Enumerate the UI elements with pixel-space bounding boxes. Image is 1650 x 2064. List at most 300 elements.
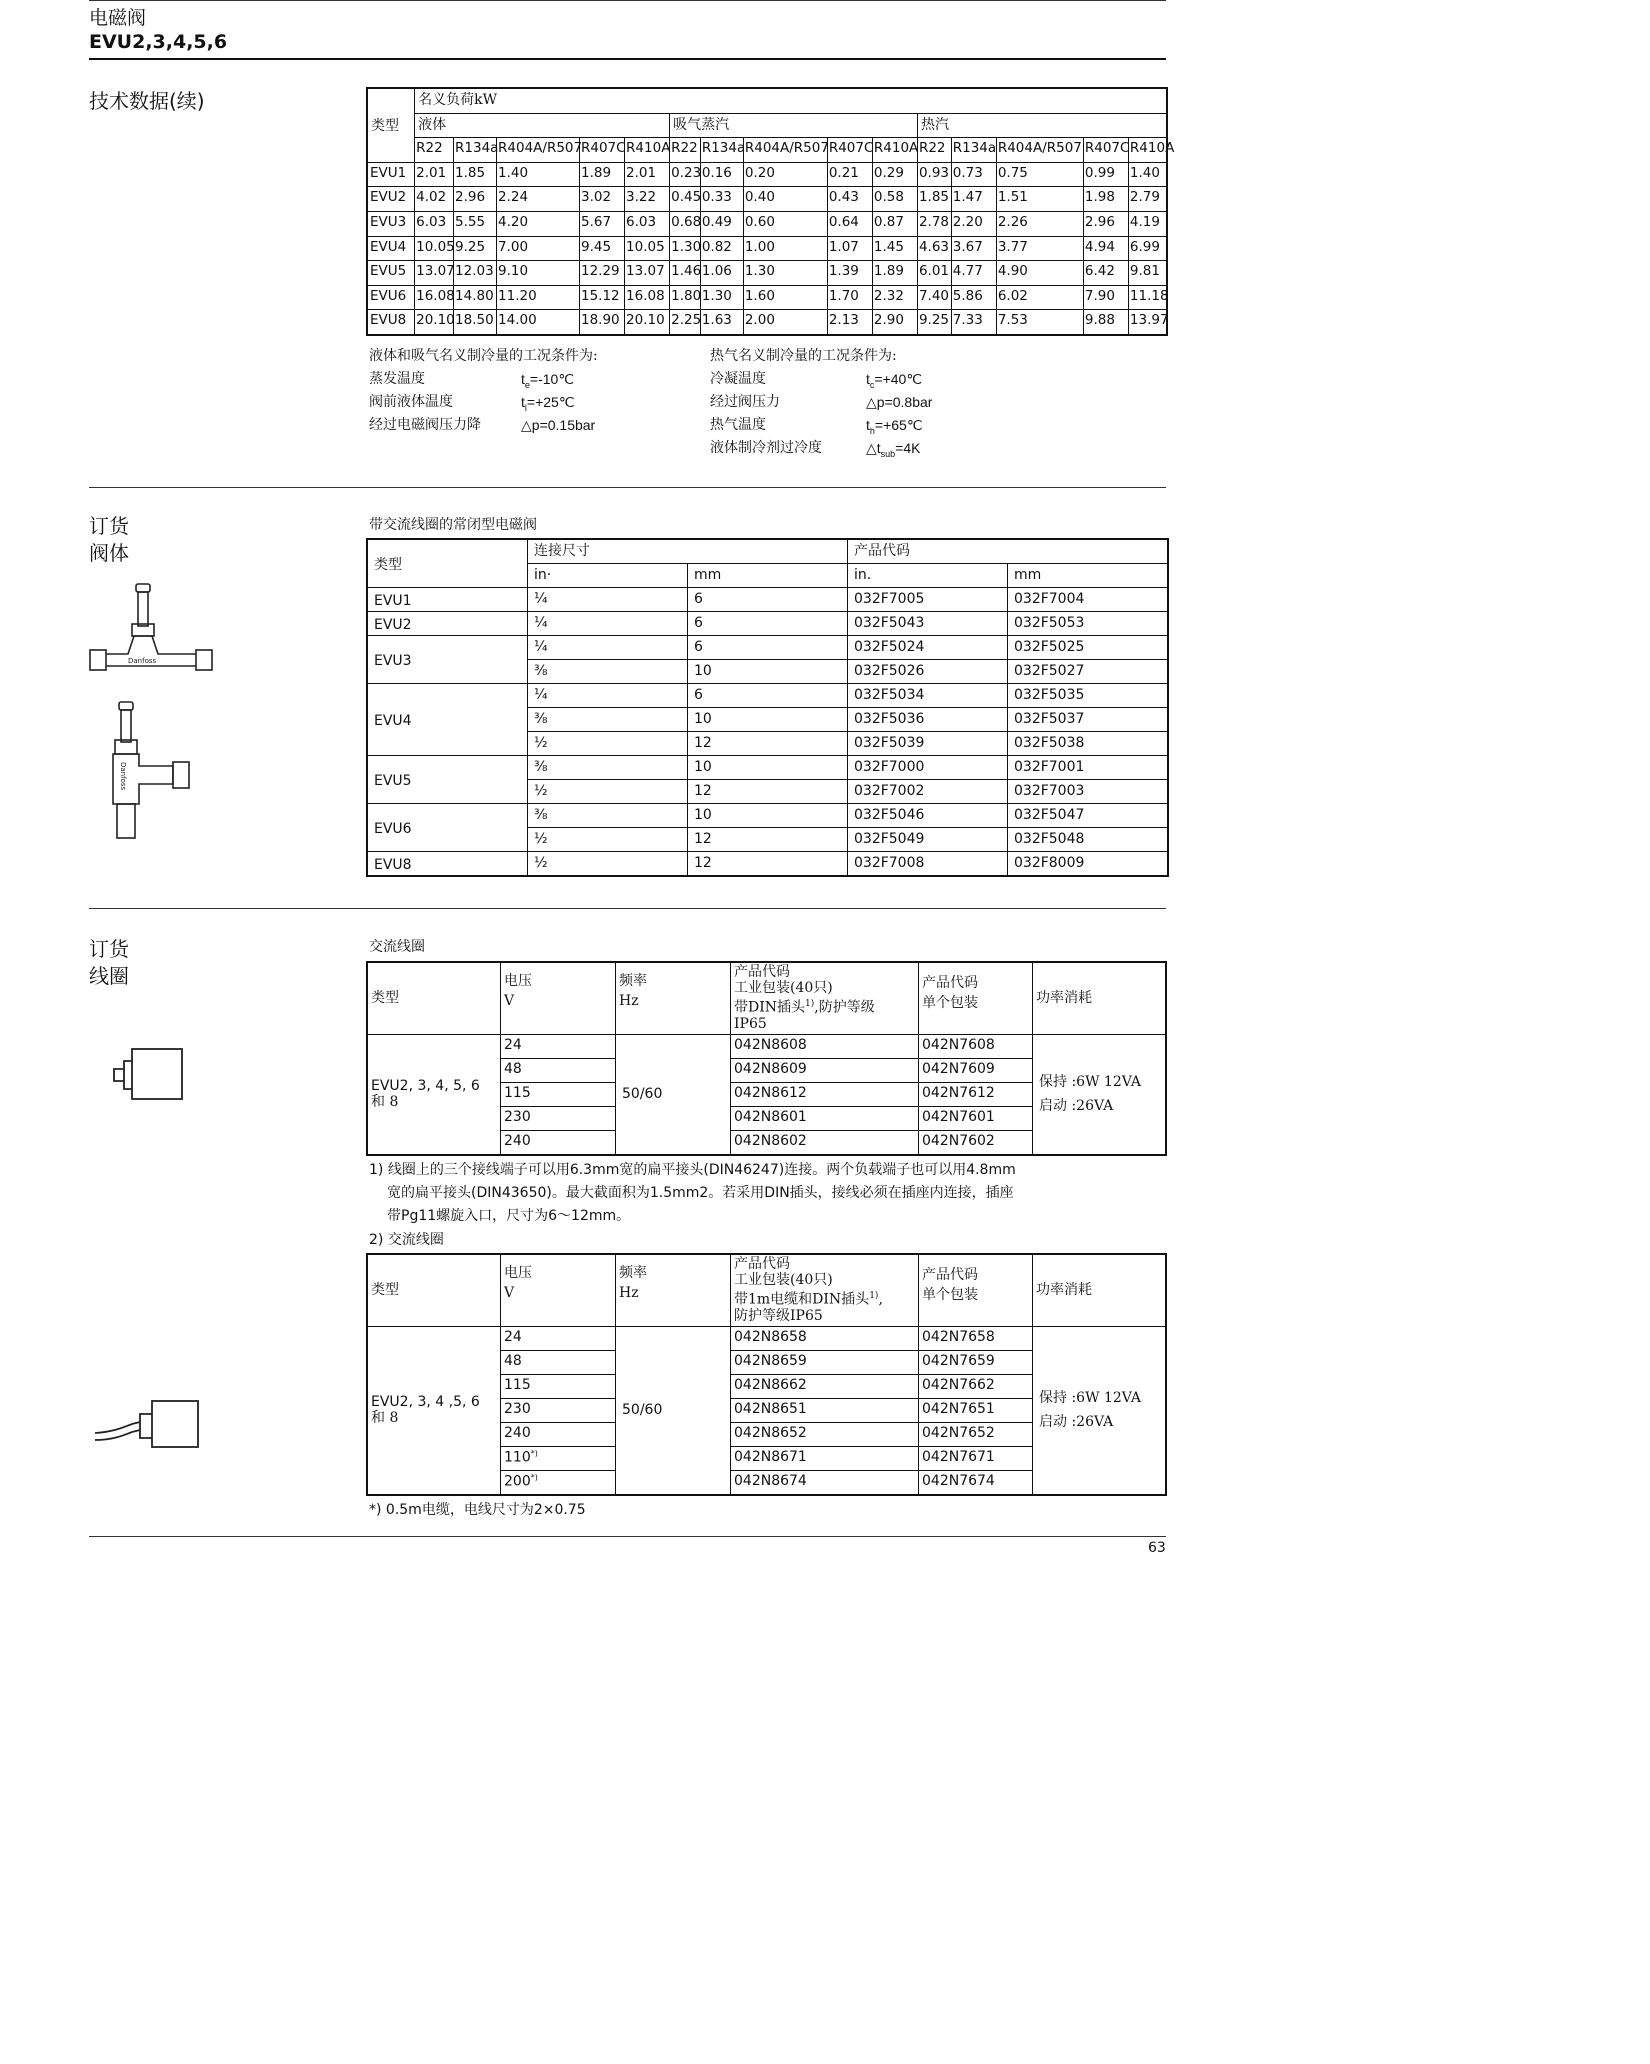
body-cell-in: ¼ [528,684,688,708]
coil-voltage-value: 230 [504,1400,531,1417]
cap-cell-value: 9.88 [1083,310,1128,335]
condition-symbol: t [866,371,870,387]
cap-cell-value: 0.93 [917,162,951,187]
coil1-caption: 交流线圈 [369,939,425,955]
cap-cell-value: 2.20 [951,211,996,236]
cap-cell-value: 16.08 [415,285,454,310]
cap-cell-value: 0.75 [996,162,1083,187]
capacity-row [368,236,1167,261]
cap-cell-value: 1.70 [827,285,872,310]
body-h-code: 产品代码 [848,540,1168,564]
condition-subscript: h [869,425,875,436]
coil-h-ip-label: IP65 [734,1015,767,1032]
body-order-row [368,804,1168,828]
cap-cell-value: 7.90 [1083,285,1128,310]
cap-cell-value: 0.58 [872,187,917,212]
cap-cell-value: 1.00 [743,236,827,261]
coil-voltage-value: 115 [504,1376,531,1393]
cap-cell-value: 20.10 [625,310,670,335]
cap-cell-value: 0.60 [743,211,827,236]
capacity-row [368,162,1167,187]
condition-number: =4K [895,440,921,456]
cap-cell-value: 0.43 [827,187,872,212]
cap-cell-value: 12.03 [454,261,497,286]
cap-h-refrigerant: R134a [951,138,996,163]
body-order-row [368,684,1168,708]
cap-h-type: 类型 [368,89,415,163]
body-cell-mm: 10 [688,804,848,828]
capacity-table [367,88,1175,335]
body-cell-code-in: 032F5046 [848,804,1008,828]
solenoid-valve-vertical-icon [103,700,193,840]
coil-voltage-note: *) [530,1448,538,1458]
body-cell-code-in: 032F7002 [848,780,1008,804]
body-cell-code-in: 032F5026 [848,660,1008,684]
coil-h-din-line [734,1288,915,1308]
coil-cell-code-single: 042N7674 [919,1470,1033,1494]
condition-line [369,414,689,437]
cap-cell-value: 4.77 [951,261,996,286]
coil-cell-code-single: 042N7602 [919,1130,1033,1154]
cap-h-refrigerant: R404A/R507 [996,138,1083,163]
coil-row [368,1326,1166,1350]
cap-cell-value: 4.63 [917,236,951,261]
cap-cell-value: 6.42 [1083,261,1128,286]
coil-h-protection-sep: ,防护等级 [814,999,875,1016]
cap-cell-value: 2.26 [996,211,1083,236]
cap-cell-value: 1.46 [670,261,701,286]
coil-voltage-value: 110 [504,1449,531,1466]
coil-h-frequency-unit: Hz [619,1285,639,1302]
section-order-body-title [89,513,129,567]
footer-rule [89,1536,1166,1537]
condition-symbol: △p [866,394,885,410]
body-cell-code-mm: 032F5047 [1008,804,1168,828]
condition-symbol: △t [866,440,881,456]
body-cell-type: EVU8 [368,852,528,876]
condition-symbol: t [521,371,525,387]
cap-cell-value: 7.40 [917,285,951,310]
body-order-row [368,588,1168,612]
body-cell-code-mm: 032F7004 [1008,588,1168,612]
cap-cell-value: 0.20 [743,162,827,187]
coil-h-voltage-unit: V [504,1285,515,1302]
cap-cell-value: 2.00 [743,310,827,335]
coil-cell-code-single: 042N7652 [919,1422,1033,1446]
cap-h-refrigerant: R407C [827,138,872,163]
cap-cell-value: 10.05 [625,236,670,261]
cap-h-refrigerant: R410A [1128,138,1166,163]
coil-h-voltage-unit: V [504,993,515,1010]
cap-cell-value: 1.85 [454,162,497,187]
body-cell-mm: 10 [688,708,848,732]
body-cell-mm: 6 [688,684,848,708]
body-cell-type: EVU1 [368,588,528,612]
condition-number: =0.15bar [539,417,596,433]
cap-cell-value: 6.99 [1128,236,1166,261]
cap-cell-value: 10.05 [415,236,454,261]
condition-line [369,368,689,391]
section-tech-title: 技术数据(续) [89,89,205,113]
coil-h-code-industrial [731,963,919,1035]
cap-cell-value: 0.82 [700,236,743,261]
body-cell-mm: 12 [688,852,848,876]
coil-cell-frequency: 50/60 [616,1034,731,1154]
cap-cell-value: 9.45 [579,236,624,261]
cap-cell-value: 0.87 [872,211,917,236]
valve-brand-label-vertical: Danfoss [119,762,127,791]
cap-cell-value: 1.89 [579,162,624,187]
capacity-row [368,310,1167,335]
coil-power-start: 启动 :26VA [1039,1098,1114,1115]
coil-cell-code-single: 042N7612 [919,1082,1033,1106]
cap-cell-value: 1.07 [827,236,872,261]
cap-cell-value: 2.24 [497,187,580,212]
body-cell-mm: 10 [688,660,848,684]
condition-label: 液体制冷剂过冷度 [710,440,822,456]
coil-h-pack-label: 工业包装(40只) [734,980,833,996]
cap-h-refrigerant: R22 [917,138,951,163]
cap-cell-value: 5.86 [951,285,996,310]
coil-cell-power [1033,1326,1166,1494]
cap-cell-value: 1.85 [917,187,951,212]
coil-cell-code-industrial: 042N8601 [731,1106,919,1130]
cap-cell-value: 3.22 [625,187,670,212]
body-h-conn: 连接尺寸 [528,540,848,564]
body-cell-in: ⅜ [528,660,688,684]
cap-cell-value: 18.90 [579,310,624,335]
cap-h-refrigerant: R134a [700,138,743,163]
coil-voltage-value: 48 [504,1352,522,1369]
coil-cell-code-single: 042N7671 [919,1446,1033,1470]
cap-h-group: 液体 [415,113,670,138]
coil-type-line-2: 和 8 [371,1410,399,1427]
condition-number: =0.8bar [884,394,933,410]
coil-h-voltage [501,963,616,1035]
body-cell-code-mm: 032F5053 [1008,612,1168,636]
body-cell-code-mm: 032F5037 [1008,708,1168,732]
coil-cell-code-single: 042N7608 [919,1034,1033,1058]
coil-type-line: EVU2, 3, 4, 5, 6 [371,1078,480,1095]
cap-cell-value: 1.45 [872,236,917,261]
coil-power-hold: 保持 :6W 12VA [1039,1390,1141,1407]
body-cell-mm: 6 [688,588,848,612]
body-cell-code-in: 032F7005 [848,588,1008,612]
condition-label: 经过电磁阀压力降 [369,417,481,433]
footnote-1-line: 宽的扁平接头(DIN43650)。最大截面积为1.5mm2。若采用DIN插头，接线必须在插座内连接，插座 [387,1185,1014,1201]
cap-cell-value: 4.90 [996,261,1083,286]
cap-cell-value: 1.39 [827,261,872,286]
coil-type-line-2: 和 8 [371,1094,399,1111]
coil1-table [367,962,1166,1155]
body-cell-in: ¼ [528,588,688,612]
cap-cell-value: 11.20 [497,285,580,310]
cap-h-group: 热汽 [917,113,1166,138]
cap-h-refrigerant: R407C [1083,138,1128,163]
body-cell-code-in: 032F5024 [848,636,1008,660]
cap-cell-value: 13.97 [1128,310,1166,335]
body-cell-in: ¼ [528,612,688,636]
body-h-code-in: in. [848,564,1008,588]
cap-cell-value: 2.96 [1083,211,1128,236]
valve-brand-label: Danfoss [128,657,157,665]
cap-cell-value: 13.07 [415,261,454,286]
condition-subscript: sub [880,448,896,459]
cap-cell-value: 11.18 [1128,285,1166,310]
coil-h-code-label: 产品代码 [734,964,790,980]
solenoid-valve-horizontal-icon [86,580,216,680]
cap-cell-value: 1.30 [743,261,827,286]
cap-cell-value: 1.89 [872,261,917,286]
coil-h-code-single [919,1255,1033,1327]
condition-number: =+40℃ [874,371,923,387]
cap-cell-value: 6.03 [415,211,454,236]
condition-number: =-10℃ [529,371,575,387]
capacity-row [368,211,1167,236]
cap-cell-value: 3.02 [579,187,624,212]
body-cell-type: EVU5 [368,756,528,804]
cap-cell-value: 14.80 [454,285,497,310]
body-order-row [368,756,1168,780]
cap-cell-value: 4.02 [415,187,454,212]
section-order-coil-title [89,936,129,990]
coil-cell-voltage [501,1034,616,1058]
coil-cell-voltage [501,1058,616,1082]
cap-h-refrigerant: R22 [670,138,701,163]
coil-h-power: 功率消耗 [1033,1255,1166,1327]
cap-cell-value: 2.01 [415,162,454,187]
cap-cell-value: 2.01 [625,162,670,187]
coil-cell-voltage [501,1350,616,1374]
coil-h-ip-label: 防护等级IP65 [734,1307,823,1324]
header-title-model: EVU2,3,4,5,6 [89,31,228,53]
cap-cell-type: EVU5 [368,261,415,286]
coil-row [368,1034,1166,1058]
cap-cell-value: 1.40 [1128,162,1166,187]
cap-cell-value: 2.90 [872,310,917,335]
body-cell-code-mm: 032F5038 [1008,732,1168,756]
header-title-cn: 电磁阀 [89,7,147,29]
body-cell-in: ⅜ [528,708,688,732]
body-h-type: 类型 [368,540,528,588]
cap-cell-value: 1.47 [951,187,996,212]
capacity-row [368,187,1167,212]
coil-cell-type [368,1034,501,1154]
conditions-left-title: 液体和吸气名义制冷量的工况条件为: [369,348,598,364]
coil-cell-voltage [501,1130,616,1154]
cap-cell-value: 2.13 [827,310,872,335]
condition-label: 经过阀压力 [710,394,780,410]
coil-cell-code-single: 042N7601 [919,1106,1033,1130]
cap-cell-value: 1.51 [996,187,1083,212]
footnote-1-line: 1) 线圈上的三个接线端子可以用6.3mm宽的扁平接头(DIN46247)连接。两个负载端子也可以用4.8mm [369,1162,1016,1178]
cap-cell-value: 6.03 [625,211,670,236]
capacity-row [368,261,1167,286]
coil-voltage-value: 240 [504,1424,531,1441]
cap-cell-value: 18.50 [454,310,497,335]
condition-label: 冷凝温度 [710,371,766,387]
cap-h-group: 吸气蒸汽 [670,113,918,138]
coil-cell-code-industrial: 042N8602 [731,1130,919,1154]
body-cell-code-in: 032F7008 [848,852,1008,876]
coil-cell-voltage [501,1326,616,1350]
condition-label: 阀前液体温度 [369,394,453,410]
condition-label: 热气温度 [710,417,766,433]
conditions-left [369,368,689,437]
coil-h-single-label: 单个包装 [922,995,978,1012]
coil-cell-frequency: 50/60 [616,1326,731,1494]
body-cell-mm: 12 [688,732,848,756]
coil-cell-code-single: 042N7651 [919,1398,1033,1422]
cap-cell-value: 4.20 [497,211,580,236]
body-cell-type: EVU4 [368,684,528,756]
coil-h-frequency [616,1255,731,1327]
cap-cell-value: 1.30 [670,236,701,261]
coil-h-single-label: 单个包装 [922,1287,978,1304]
body-cell-mm: 12 [688,828,848,852]
condition-subscript: e [524,379,530,390]
cap-cell-value: 1.40 [497,162,580,187]
coil-cell-voltage [501,1398,616,1422]
coil-h-code-single [919,963,1033,1035]
body-cell-code-mm: 032F5025 [1008,636,1168,660]
top-rule [89,0,1166,1]
coil2-table [367,1254,1166,1495]
coil-cell-type [368,1326,501,1494]
body-cell-in: ½ [528,732,688,756]
cap-h-refrigerant: R410A [872,138,917,163]
cap-h-refrigerant: R404A/R507 [743,138,827,163]
cap-cell-value: 13.07 [625,261,670,286]
footnote-1-line: 带Pg11螺旋入口，尺寸为6～12mm。 [387,1208,631,1224]
body-cell-code-in: 032F5039 [848,732,1008,756]
coil-voltage-value: 24 [504,1328,522,1345]
cap-cell-value: 0.73 [951,162,996,187]
body-cell-mm: 6 [688,636,848,660]
cap-cell-value: 0.33 [700,187,743,212]
coil-cell-code-single: 042N7658 [919,1326,1033,1350]
coil-cell-code-industrial: 042N8608 [731,1034,919,1058]
body-cell-code-mm: 032F5035 [1008,684,1168,708]
coil-h-footnote-ref: 1) [869,1291,879,1301]
cap-cell-value: 2.32 [872,285,917,310]
condition-subscript: c [869,379,875,390]
body-cell-mm: 12 [688,780,848,804]
coil-h-type: 类型 [368,1255,501,1327]
cap-h-refrigerant: R407C [579,138,624,163]
condition-line [710,414,1030,437]
cap-cell-value: 4.19 [1128,211,1166,236]
body-label: 阀体 [89,541,129,565]
coil-din-icon [110,1045,190,1105]
cap-cell-value: 7.33 [951,310,996,335]
coil-cell-voltage [501,1470,616,1494]
cap-h-nominal: 名义负荷kW [415,89,1167,114]
coil-cell-code-industrial: 042N8658 [731,1326,919,1350]
body-order-caption: 带交流线圈的常闭型电磁阀 [369,517,537,533]
coil-h-power: 功率消耗 [1033,963,1166,1035]
cap-cell-value: 0.23 [670,162,701,187]
section-rule-2 [89,908,1166,909]
body-cell-type: EVU6 [368,804,528,852]
coil-voltage-value: 24 [504,1036,522,1053]
cap-cell-value: 9.25 [917,310,951,335]
coil-h-voltage-label: 电压 [504,1265,532,1281]
coil-h-footnote-ref: 1) [805,999,815,1009]
cap-cell-value: 3.67 [951,236,996,261]
cap-cell-value: 16.08 [625,285,670,310]
coil-cell-code-single: 042N7662 [919,1374,1033,1398]
cap-cell-value: 14.00 [497,310,580,335]
body-cell-mm: 10 [688,756,848,780]
coil-power-start: 启动 :26VA [1039,1414,1114,1431]
cap-cell-type: EVU4 [368,236,415,261]
coil-cable-icon [92,1398,212,1458]
cap-cell-value: 9.81 [1128,261,1166,286]
coil-h-din-label: 带DIN插头 [734,999,806,1016]
cap-cell-value: 6.02 [996,285,1083,310]
body-cell-mm: 6 [688,612,848,636]
footnote-2-title: 2) 交流线圈 [369,1232,444,1248]
cap-cell-value: 1.80 [670,285,701,310]
coil-cell-voltage [501,1082,616,1106]
body-cell-code-in: 032F5036 [848,708,1008,732]
condition-line [710,437,1030,460]
body-cell-code-in: 032F5034 [848,684,1008,708]
cap-cell-value: 5.55 [454,211,497,236]
coil-cell-code-industrial: 042N8652 [731,1422,919,1446]
coil-cell-code-industrial: 042N8662 [731,1374,919,1398]
coil-cell-voltage [501,1374,616,1398]
coil-cell-code-industrial: 042N8651 [731,1398,919,1422]
condition-value [521,414,595,437]
header-rule [89,58,1166,60]
condition-line [369,391,689,414]
coil-cell-voltage [501,1106,616,1130]
condition-value [866,437,920,466]
cap-cell-type: EVU8 [368,310,415,335]
body-order-row [368,612,1168,636]
cap-cell-value: 1.06 [700,261,743,286]
coil-cell-code-industrial: 042N8674 [731,1470,919,1494]
cap-cell-value: 0.64 [827,211,872,236]
coil-h-frequency [616,963,731,1035]
coil-h-pack-label: 工业包装(40只) [734,1272,833,1288]
condition-label: 蒸发温度 [369,371,425,387]
cap-cell-type: EVU2 [368,187,415,212]
footnote-3: *) 0.5m电缆，电线尺寸为2×0.75 [369,1502,586,1518]
cap-cell-value: 0.16 [700,162,743,187]
coil-voltage-value: 230 [504,1108,531,1125]
condition-line [710,368,1030,391]
coil-power-hold: 保持 :6W 12VA [1039,1074,1141,1091]
cap-cell-value: 2.25 [670,310,701,335]
cap-cell-value: 20.10 [415,310,454,335]
cap-h-refrigerant: R22 [415,138,454,163]
cap-cell-value: 7.53 [996,310,1083,335]
coil-h-frequency-label: 频率 [619,1265,647,1281]
coil-h-voltage [501,1255,616,1327]
body-cell-in: ¼ [528,636,688,660]
condition-value [866,391,932,414]
cap-cell-value: 2.78 [917,211,951,236]
cap-cell-type: EVU1 [368,162,415,187]
section-rule-1 [89,487,1166,488]
condition-symbol: t [521,394,525,410]
cap-h-refrigerant: R404A/R507 [497,138,580,163]
conditions-right-title: 热气名义制冷量的工况条件为: [710,348,897,364]
body-cell-code-in: 032F5043 [848,612,1008,636]
